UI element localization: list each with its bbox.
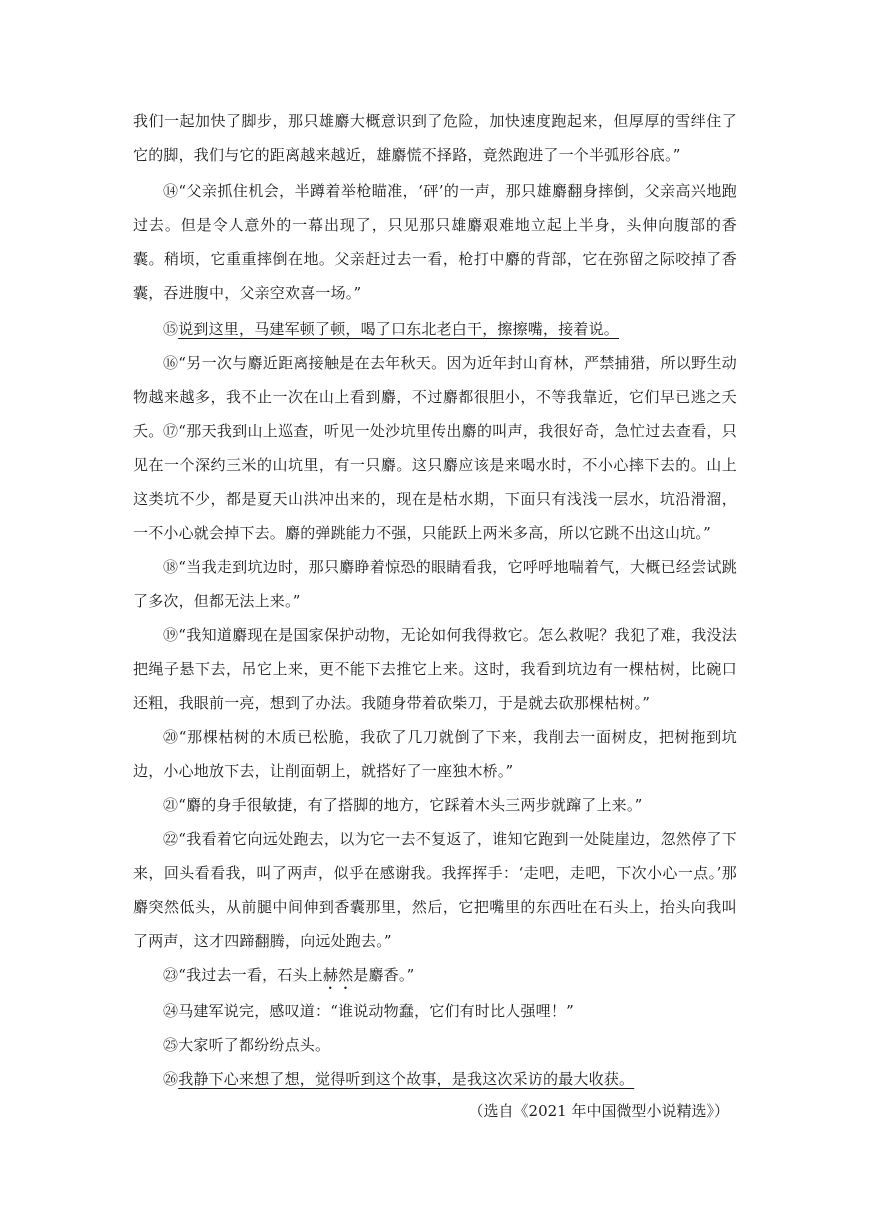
paragraph-14: ⑭“父亲抓住机会，半蹲着举枪瞄准，‘砰’的一声，那只雄麝翻身摔倒，父亲高兴地跑过去。但是令人意外的一幕出现了，只见那只雄麝艰难地立起上半身，头伸向腹部的香囊。稍顷，它重重摔倒在地。父亲赶过去一看，枪打中麝的背部，它在弥留之际咬掉了香囊，吞进腹中，父亲空欢喜一场。” [133,182,737,302]
paragraph-15-number: ⑮ [163,320,179,338]
paragraph-23 [133,958,737,993]
paragraph-21: ㉑“麝的身手很敏捷，有了搭脚的地方，它踩着木头三两步就蹿了上来。” [163,796,643,814]
paragraph-23-emphasized-word: 赫然 [322,966,354,984]
paragraph-18: ⑱“当我走到坑边时，那只麝睁着惊恐的眼睛看我，它呼呼地喘着气，大概已经尝试跳了多次，但都无法上来。” [133,558,737,610]
paragraph-19: ⑲“我知道麝现在是国家保护动物，无论如何我得救它。怎么救呢？我犯了难，我没法把绳子悬下去，吊它上来，更不能下去推它上来。这时，我看到坑边有一棵枯树，比碗口还粗，我眼前一亮，想到了办法。我随身带着砍柴刀，于是就去砍那棵枯树。” [133,626,737,712]
paragraph-15-underlined-text: 说到这里，马建军顿了顿，喝了口东北老白干，擦擦嘴，接着说。 [178,320,620,338]
paragraph-23-part-a: ㉓“我过去一看，石头上 [163,966,323,984]
paragraph-22: ㉒“我看着它向远处跑去，以为它一去不复返了，谁知它跑到一处陡崖边，忽然停了下来，回头看看我，叫了两声，似乎在感谢我。我挥挥手：‘走吧，走吧，下次小心一点。’那麝突然低头，从前腿中间伸到香囊那里，然后，它把嘴里的东西吐在石头上，抬头向我叫了两声，这才四蹄翻腾，向远处跑去。” [133,830,737,950]
paragraph-26-number: ㉖ [163,1070,179,1088]
paragraph-23-part-c: 是麝香。” [353,966,415,984]
paragraph-24: ㉔马建军说完，感叹道：“谁说动物蠢，它们有时比人强哩！” [163,1002,574,1020]
paragraph-15 [133,312,737,346]
paragraph-26-underlined-text: 我静下心来想了想，觉得听到这个故事，是我这次采访的最大收获。 [178,1070,635,1088]
source-citation: （选自《2021 年中国微型小说精选》） [468,1102,729,1120]
paragraph-26 [133,1062,737,1096]
paragraph-continuation: 我们一起加快了脚步，那只雄麝大概意识到了危险，加快速度跑起来，但厚厚的雪绊住了它的脚，我们与它的距离越来越近，雄麝慌不择路，竟然跑进了一个半弧形谷底。” [133,112,737,164]
paragraph-25: ㉕大家听了都纷纷点头。 [163,1036,331,1054]
paragraph-16: ⑯“另一次与麝近距离接触是在去年秋天。因为近年封山育林，严禁捕猎，所以野生动物越来越多，我不止一次在山上看到麝，不过麝都很胆小，不等我靠近，它们早已逃之夭夭。 [133,354,737,440]
paragraph-20: ⑳“那棵枯树的木质已松脆，我砍了几刀就倒了下来，我削去一面树皮，把树拖到坑边，小心地放下去，让削面朝上，就搭好了一座独木桥。” [133,728,737,780]
paragraph-17: ⑰“那天我到山上巡查，听见一处沙坑里传出麝的叫声，我很好奇，急忙过去查看，只见在一个深约三米的山坑里，有一只麝。这只麝应该是来喝水时，不小心摔下去的。山上这类坑不少，都是夏天山洪冲出来的，现在是枯水期，下面只有浅浅一层水，坑沿滑溜，一不小心就会掉下去。麝的弹跳能力不强，只能跃上两米多高，所以它跳不出这山坑。” [133,422,737,542]
